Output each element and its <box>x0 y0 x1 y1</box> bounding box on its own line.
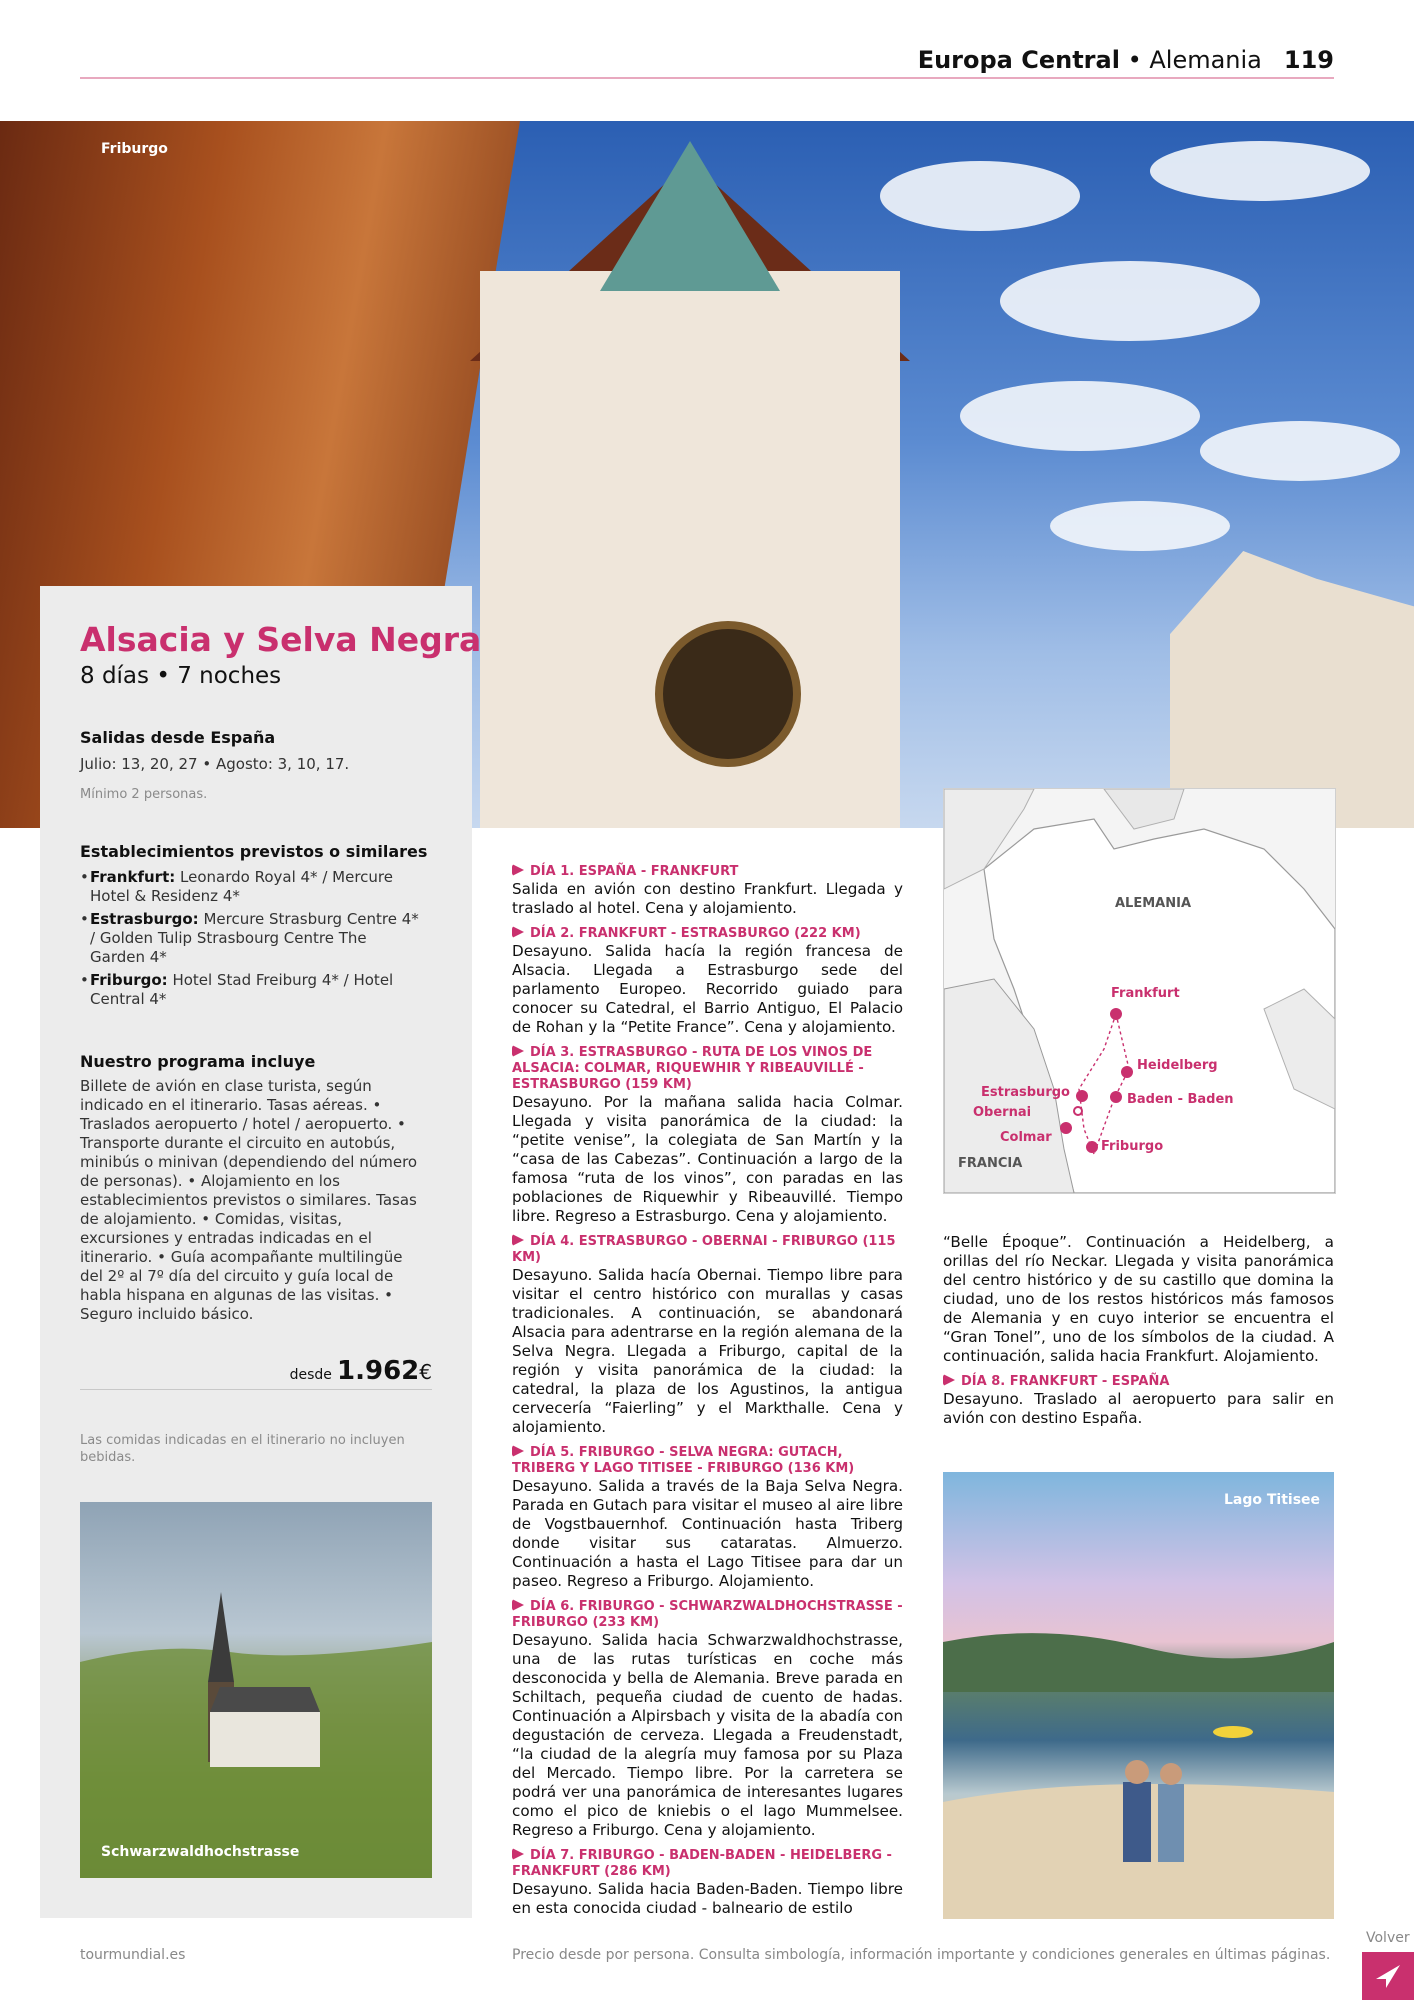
map-pin-frankfurt <box>1110 1008 1122 1020</box>
hotels-heading: Establecimientos previstos o similares <box>80 842 428 861</box>
map-label-frankfurt: Frankfurt <box>1111 986 1180 1001</box>
day-2-title: DÍA 2. FRANKFURT - ESTRASBURGO (222 KM) <box>512 926 903 942</box>
day-8-text: Desayuno. Traslado al aeropuerto para salir en avión con destino España. <box>943 1390 1334 1427</box>
day-6-text: Desayuno. Salida hacia Schwarzwaldhochstrasse, una de las rutas turísticas en coche más desconocida y bella de Alemania. Breve parada en Schiltach, pequeña ciudad de cuento de hadas. Continuación a Alpirsbach y visita de la abadía con degustación de cerveza. Llegada a Freudenstadt, “la ciudad de la alegría muy famosa por su Plaza del Mercado. Tiempo libre. Por la carretera se podrá ver una panorámica de interesantes lugares como el pico de kniebis o el lago Mummelsee. Regreso a Friburgo. Cena y alojamiento. <box>512 1631 903 1839</box>
hero-photo-label: Friburgo <box>101 141 168 157</box>
map-pin-heidelberg <box>1121 1066 1133 1078</box>
day-5-text: Desayuno. Salida a través de la Baja Selva Negra. Parada en Gutach para visitar el museo al aire libre de Vogstbauernhof. Continuación hasta Triberg donde visitar sus cataratas. Almuerzo. Continuación a hasta el Lago Titisee para dar un paseo. Regreso a Friburgo. Alojamiento. <box>512 1477 903 1590</box>
day-7-text: Desayuno. Salida hacia Baden-Baden. Tiempo libre en esta conocida ciudad - balneario de estilo <box>512 1880 903 1917</box>
includes-heading: Nuestro programa incluye <box>80 1052 316 1071</box>
map-label-friburgo: Friburgo <box>1101 1139 1164 1154</box>
price-divider <box>80 1389 432 1390</box>
map-pin-friburgo <box>1086 1141 1098 1153</box>
day-4-title: DÍA 4. ESTRASBURGO - OBERNAI - FRIBURGO (115 KM) <box>512 1234 896 1265</box>
hotel-item: • Frankfurt: Leonardo Royal 4* / Mercure Hotel & Residenz 4* <box>80 868 420 906</box>
tour-title: Alsacia y Selva Negra <box>80 620 482 659</box>
back-label[interactable]: Volver <box>1366 1930 1410 1946</box>
header-separator: • <box>1119 46 1150 74</box>
header-divider <box>80 77 1334 79</box>
schwarzwald-photo-label: Schwarzwaldhochstrasse <box>101 1844 300 1860</box>
page-number: 119 <box>1283 46 1334 74</box>
footer-note: Precio desde por persona. Consulta simbología, información importante y condiciones generales en últimas páginas. <box>512 1947 1331 1963</box>
titisee-photo-label: Lago Titisee <box>1224 1492 1321 1508</box>
back-arrow-icon <box>1374 1962 1402 1990</box>
hotel-item: • Estrasburgo: Mercure Strasburg Centre 4* / Golden Tulip Strasbourg Centre The Garden 4* <box>80 910 420 967</box>
map-pin-obernai <box>1074 1107 1082 1115</box>
page-header <box>80 46 1334 78</box>
day-2-text: Desayuno. Salida hacía la región francesa de Alsacia. Llegada a Estrasburgo sede del parlamento Europeo. Recorrido guiado para conocer su Catedral, el Barrio Antiguo, El Palacio de Rohan y la “Petite France”. Cena y alojamiento. <box>512 942 903 1036</box>
price-currency: € <box>419 1360 432 1384</box>
itinerary-column-right <box>943 1233 1334 1436</box>
map-label-heidelberg: Heidelberg <box>1137 1058 1218 1073</box>
map-label-francia: FRANCIA <box>958 1156 1023 1171</box>
map-label-estrasburgo: Estrasburgo <box>981 1085 1070 1100</box>
itinerary-column <box>512 860 903 1926</box>
map-pin-baden <box>1110 1091 1122 1103</box>
hotels-list <box>80 868 420 1013</box>
titisee-photo <box>943 1472 1334 1919</box>
map-label-colmar: Colmar <box>1000 1130 1052 1145</box>
map-pin-colmar <box>1060 1122 1072 1134</box>
day-5-title: DÍA 5. FRIBURGO - SELVA NEGRA: GUTACH, TRIBERG Y LAGO TITISEE - FRIBURGO (136 KM) <box>512 1445 855 1476</box>
minimum-note: Mínimo 2 personas. <box>80 787 208 802</box>
departures-heading: Salidas desde España <box>80 728 276 747</box>
includes-text: Billete de avión en clase turista, según indicado en el itinerario. Tasas aéreas. • Traslados aeropuerto / hotel / aeropuerto. • Transporte durante el circuito en autobús, minibús o minivan (dependiendo del número de personas). • Alojamiento en los establecimientos previstos o similares. Tasas de alojamiento. • Comidas, visitas, excursiones y entradas indicadas en el itinerario. • Guía acompañante multilingüe del 2º al 7º día del circuito y guía local de habla hispana en algunas de las visitas. • Seguro incluido básico. <box>80 1077 418 1323</box>
back-button[interactable] <box>1362 1952 1414 2000</box>
country-name: Alemania <box>1149 46 1262 74</box>
footer-site: tourmundial.es <box>80 1947 186 1963</box>
map-pin-estrasburgo <box>1076 1090 1088 1102</box>
schwarzwald-photo <box>80 1502 432 1878</box>
price-block <box>80 1356 432 1386</box>
day-6-title: DÍA 6. FRIBURGO - SCHWARZWALDHOCHSTRASSE - FRIBURGO (233 KM) <box>512 1599 903 1630</box>
tour-duration: 8 días • 7 noches <box>80 663 282 689</box>
day-7-title: DÍA 7. FRIBURGO - BADEN-BADEN - HEIDELBERG - FRANKFURT (286 KM) <box>512 1848 892 1879</box>
day-1-title: DÍA 1. ESPAÑA - FRANKFURT <box>512 864 903 880</box>
meals-note: Las comidas indicadas en el itinerario no incluyen bebidas. <box>80 1433 405 1465</box>
day-3-title: DÍA 3. ESTRASBURGO - RUTA DE LOS VINOS DE ALSACIA: COLMAR, RIQUEWHIR Y RIBEAUVILLÉ - ESTRASBURGO (159 KM) <box>512 1045 873 1092</box>
hotel-item: • Friburgo: Hotel Stad Freiburg 4* / Hotel Central 4* <box>80 971 420 1009</box>
day-8-title: DÍA 8. FRANKFURT - ESPAÑA <box>943 1374 1334 1390</box>
price-value: 1.962 <box>337 1356 420 1386</box>
departures-dates: Julio: 13, 20, 27 • Agosto: 3, 10, 17. <box>80 755 350 773</box>
map-label-alemania: ALEMANIA <box>1115 896 1192 911</box>
day-7-continuation: “Belle Époque”. Continuación a Heidelberg, a orillas del río Neckar. Llegada y visita panorámica del centro histórico y de su castillo que domina la ciudad, uno de los restos históricos más famosos de Alemania y en cuyo interior se encuentra el “Gran Tonel”, uno de los símbolos de la ciudad. A continuación, salida hacia Frankfurt. Alojamiento. <box>943 1233 1334 1365</box>
day-1-text: Salida en avión con destino Frankfurt. Llegada y traslado al hotel. Cena y alojamiento. <box>512 880 903 917</box>
price-prefix: desde <box>289 1367 332 1383</box>
day-3-text: Desayuno. Por la mañana salida hacia Colmar. Llegada y visita panorámica de la ciudad: la “petite venise”, la colegiata de San Martín y la “casa de las Cabezas”. Continuación a largo de la famosa “ruta de los vinos”, con paradas en las poblaciones de Riquewhir y Ribeauvillé. Tiempo libre. Regreso a Estrasburgo. Cena y alojamiento. <box>512 1093 903 1225</box>
day-4-text: Desayuno. Salida hacía Obernai. Tiempo libre para visitar el centro histórico con murallas y casas tradicionales. A continuación, se abandonará Alsacia para adentrarse en la región alemana de la Selva Negra. Llegada a Friburgo, capital de la región y visita panorámica de la ciudad: la catedral, la plaza de los Agustinos, la antigua cervecería “Faierling” y el Markthalle. Cena y alojamiento. <box>512 1266 903 1436</box>
map-label-obernai: Obernai <box>973 1105 1032 1120</box>
section-name: Europa Central <box>917 46 1120 74</box>
map-label-baden: Baden - Baden <box>1127 1092 1234 1107</box>
